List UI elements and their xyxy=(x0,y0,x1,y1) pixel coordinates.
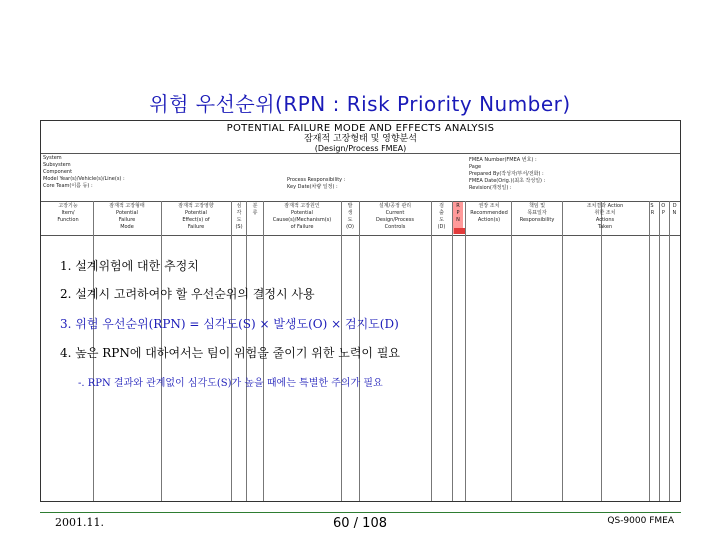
column-header-severity: 심 각 도 (S) xyxy=(235,203,243,230)
footer-doc-label: QS-9000 FMEA xyxy=(607,516,674,526)
column-header: 분 류 xyxy=(252,203,258,216)
form-field: Key Date(차량 일정) : xyxy=(287,184,338,190)
form-heading xyxy=(41,123,680,154)
form-field: Core Team(이름 등) : xyxy=(43,183,93,189)
form-field: Model Year(s)/Vehicle(s)/Line(s) : xyxy=(43,176,125,182)
column-header: 책임 및 목표일자 Responsibility xyxy=(519,203,555,223)
column-header: 조치결과 Action 취한 조치 Actions Taken xyxy=(586,203,624,230)
form-field: Prepared By(작성자/부서/전화) : xyxy=(469,171,544,177)
footer-divider xyxy=(40,512,681,513)
note-item: 2. 설계시 고려하여야 할 우선순위의 결정시 사용 xyxy=(60,287,315,301)
footer-page-number: 60 / 108 xyxy=(333,516,387,531)
note-item: 4. 높은 RPN에 대하여서는 팀이 위험을 줄이기 위한 노력이 필요 xyxy=(60,346,401,360)
note-item-formula: 3. 위험 우선순위(RPN) = 심각도(S) × 발생도(O) × 검지도(D) xyxy=(60,317,399,331)
fmea-form-image xyxy=(40,120,681,502)
column-header-rpn: R P N xyxy=(456,203,460,223)
form-mid-fields xyxy=(287,177,345,191)
note-subitem: -. RPN 결과와 관계없이 심각도(S)가 높을 때에는 특별한 주의가 필요 xyxy=(78,378,383,389)
column-header-detection: 검 출 도 (D) xyxy=(437,203,446,230)
form-field: FMEA Number(FMEA 번호) : xyxy=(469,157,537,163)
form-left-fields xyxy=(43,155,125,190)
column-header: 고장기능 Item/ Function xyxy=(57,203,79,223)
slide-title: 위험 우선순위(RPN : Risk Priority Number) xyxy=(149,92,571,116)
rpn-highlight-dark xyxy=(454,228,465,234)
footer-date: 2001.11. xyxy=(55,516,104,529)
column-header: 잠재적 고장영향 Potential Effect(s) of Failure xyxy=(178,203,214,230)
column-header: 권장 조치 Recommended Action(s) xyxy=(470,203,508,223)
column-header-occurrence: 발 생 도 (O) xyxy=(346,203,354,230)
form-heading-ko: 잠재적 고장형태 및 영향분석 xyxy=(304,134,417,144)
column-header: 잠재적 고장형태 Potential Failure Mode xyxy=(109,203,145,230)
form-field: FMEA Date(Orig.)(최초 작성일) : xyxy=(469,178,546,184)
form-field: Subsystem xyxy=(43,162,71,168)
column-header: 잠재적 고장원인 Potential Cause(s)/Mechanism(s) of Failure xyxy=(272,203,332,230)
note-item: 1. 설계위험에 대한 추정치 xyxy=(60,259,199,273)
form-heading-en: POTENTIAL FAILURE MODE AND EFFECTS ANALYSIS xyxy=(226,123,495,134)
form-field: Page xyxy=(469,164,482,170)
divider xyxy=(41,153,680,154)
form-right-fields xyxy=(469,157,545,192)
column-header-results: S O D R P N xyxy=(650,203,680,216)
form-heading-sub: (Design/Process FMEA) xyxy=(314,144,407,153)
column-header: 설계/공정 관리 Current Design/Process Controls xyxy=(376,203,414,230)
form-field: Revision(개정일) : xyxy=(469,185,512,191)
form-field: Process Responsibility : xyxy=(287,177,346,183)
form-field: System xyxy=(43,155,62,161)
form-field: Component xyxy=(43,169,73,175)
